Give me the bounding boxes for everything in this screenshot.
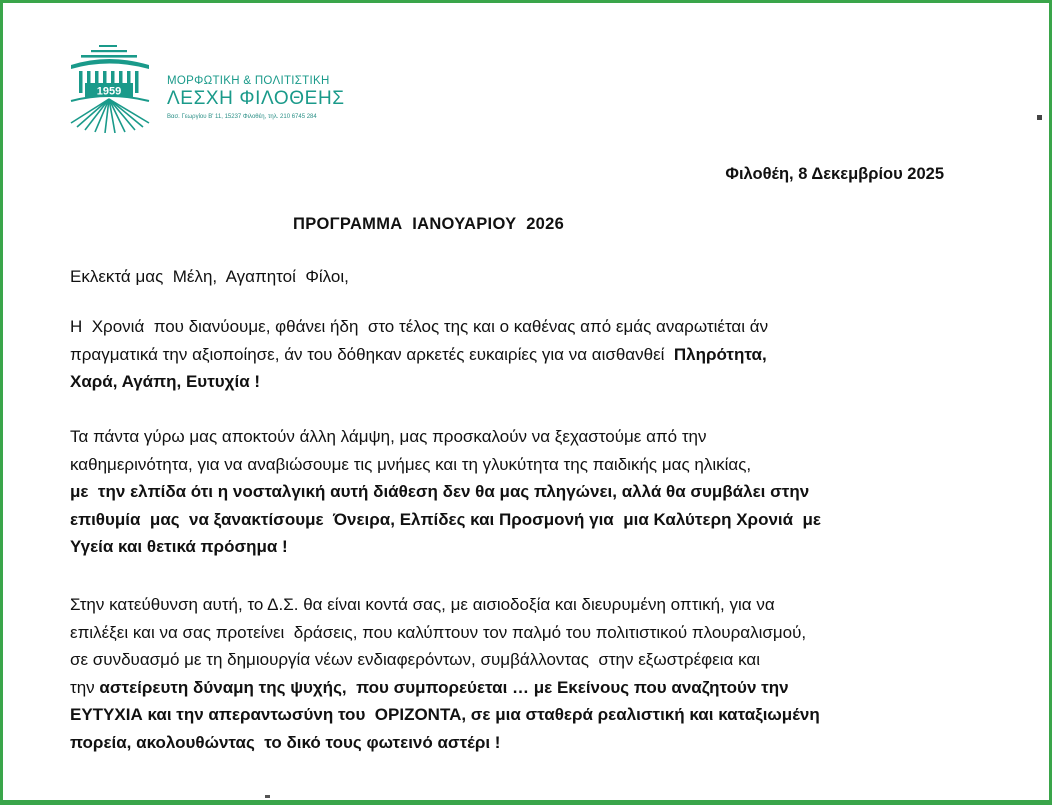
text-run: την (70, 677, 100, 697)
text-run-bold: Πληρότητα, (673, 344, 767, 364)
logo-address: Βασ. Γεωργίου Β' 11, 15237 Φιλοθέη, τηλ. 210 6745 284 (167, 114, 317, 120)
paragraph-line: πορεία, ακολουθώντας το δικό τους φωτεινό αστέρι ! (70, 732, 501, 752)
paragraph-line: Η Χρονιά που διανύουμε, φθάνει ήδη στο τέλος της και ο καθένας από εμάς αναρωτιέται άν (70, 317, 769, 336)
paragraph-3 (70, 591, 970, 756)
paragraph-2 (70, 423, 970, 561)
paragraph-line (70, 341, 970, 369)
paragraph-line: επιλέξει και να σας προτείνει δράσεις, που καλύπτουν τον παλμό του πολιτιστικού πλουραλισμού, (70, 622, 807, 642)
paragraph-line: Υγεία και θετικά πρόσημα ! (70, 537, 288, 556)
logo-text (167, 75, 377, 122)
paragraph-line (70, 674, 970, 702)
paragraph-line: σε συνδυασμό με τη δημιουργία νέων ενδιαφερόντων, συμβάλλοντας στην εξωστρέφεια και (70, 650, 760, 669)
club-logo (69, 43, 369, 133)
paragraph-1 (70, 313, 970, 396)
paragraph-line: ΕΥΤΥΧΙΑ και την απεραντωσύνη του ΟΡΙΖΟΝΤΑ, σε μια σταθερά ρεαλιστική και καταξιωμένη (70, 705, 820, 724)
building-emblem-icon (69, 43, 165, 133)
logo-org-name: ΛΕΣΧΗ ΦΙΛΟΘΕΗΣ (167, 88, 345, 109)
logo-org-type: ΜΟΡΦΩΤΙΚΗ & ΠΟΛΙΤΙΣΤΙΚΗ (167, 75, 330, 87)
speck (1037, 115, 1042, 120)
paragraph-line: Στην κατεύθυνση αυτή, το Δ.Σ. θα είναι κοντά σας, με αισιοδοξία και διευρυμένη οπτική, για να (70, 595, 775, 614)
letter-date: Φιλοθέη, 8 Δεκεμβρίου 2025 (725, 165, 944, 183)
letter-greeting: Εκλεκτά μας Μέλη, Αγαπητοί Φίλοι, (70, 267, 349, 286)
paragraph-line: επιθυμία μας να ξανακτίσουμε Όνειρα, Ελπίδες και Προσμονή για μια Καλύτερη Χρονιά με (70, 509, 821, 529)
speck (265, 795, 270, 798)
paragraph-line: με την ελπίδα ότι η νοσταλγική αυτή διάθεση δεν θα μας πληγώνει, αλλά θα συμβάλει στην (70, 482, 810, 501)
logo-year: 1959 (96, 85, 122, 98)
paragraph-line: Τα πάντα γύρω μας αποκτούν άλλη λάμψη, μας προσκαλούν να ξεχαστούμε από την (70, 427, 707, 446)
paragraph-line: καθημερινότητα, για να αναβιώσουμε τις μνήμες και τη γλυκύτητα της παιδικής μας ηλικίας, (70, 454, 752, 474)
program-heading: ΠΡΟΓΡΑΜΜΑ ΙΑΝΟΥΑΡΙΟΥ 2026 (293, 215, 565, 233)
text-run-bold: αστείρευτη δύναμη της ψυχής, που συμπορεύεται … με Εκείνους που αναζητούν την (99, 677, 789, 697)
text-run: πραγματικά την αξιοποίησε, άν του δόθηκαν αρκετές ευκαιρίες για να αισθανθεί (70, 344, 674, 364)
paragraph-line: Χαρά, Αγάπη, Ευτυχία ! (70, 372, 261, 391)
